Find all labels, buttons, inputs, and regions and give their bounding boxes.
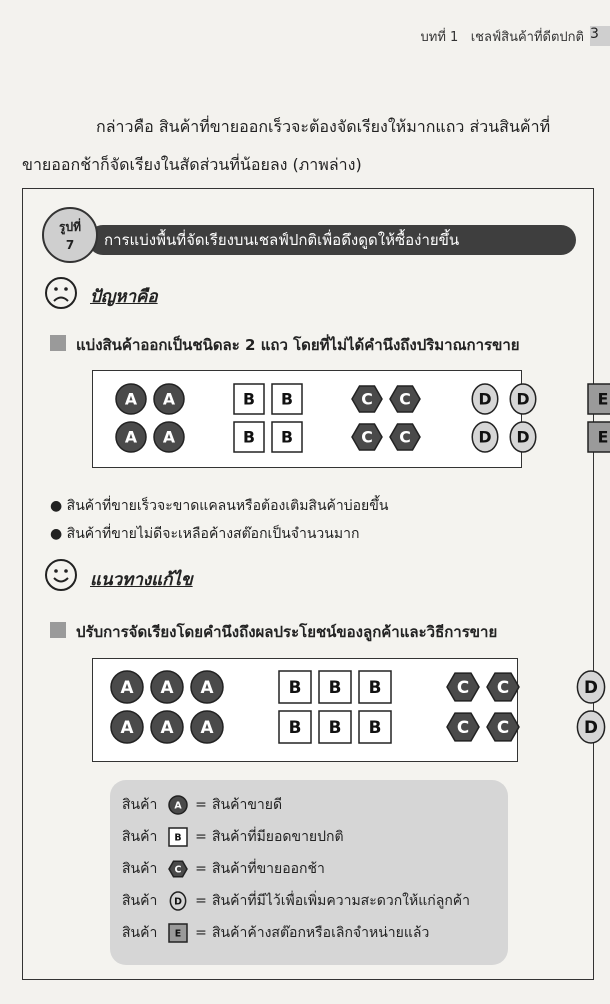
product-a-marker xyxy=(154,384,184,414)
product-b-letter: B xyxy=(368,717,382,738)
shelf-problem-svg xyxy=(93,371,609,467)
chapter-label: บทที่ 1 xyxy=(420,30,459,45)
legend-label: สินค้า xyxy=(122,925,158,941)
product-b-marker xyxy=(359,671,391,703)
product-a-letter: A xyxy=(174,800,182,812)
product-a-letter: A xyxy=(160,717,174,738)
legend-equals: = xyxy=(195,861,207,877)
product-b-letter: B xyxy=(280,427,294,447)
product-c-marker xyxy=(447,673,479,701)
legend-row xyxy=(122,826,344,848)
chapter-title: เชลฟ์สินค้าที่ดีตปกติ xyxy=(470,30,584,45)
product-b-marker xyxy=(272,384,302,414)
problem-bullet-1: ● สินค้าที่ขายเร็วจะขาดแคลนหรือต้องเติมสินค้าบ่อยขึ้น xyxy=(50,498,389,514)
product-c-marker xyxy=(390,424,420,450)
smile-face-icon xyxy=(44,558,78,592)
intro-line-1: กล่าวคือ สินค้าที่ขายออกเร็วจะต้องจัดเรียงให้มากแถว ส่วนสินค้าที่ xyxy=(96,117,551,136)
badge-number: 7 xyxy=(65,238,75,252)
problem-bullet-2: ● สินค้าที่ขายไม่ดีจะเหลือค้างสต๊อกเป็นจำนวนมาก xyxy=(50,526,360,542)
product-d-marker xyxy=(170,892,185,910)
product-a-letter: A xyxy=(162,427,176,447)
product-e-marker xyxy=(588,384,610,414)
product-b-marker xyxy=(279,711,311,743)
product-d-marker xyxy=(510,384,536,414)
product-c-marker xyxy=(487,713,519,741)
legend-equals: = xyxy=(195,893,207,909)
product-d-letter: D xyxy=(516,427,530,447)
product-d-letter: D xyxy=(584,717,598,738)
product-d-marker xyxy=(510,422,536,452)
product-a-marker xyxy=(151,711,183,743)
product-c-letter: C xyxy=(399,427,411,447)
product-c-letter: C xyxy=(496,717,510,738)
product-c-marker xyxy=(390,386,420,412)
shelf-solution-svg xyxy=(93,659,598,761)
legend-label: สินค้า xyxy=(122,893,158,909)
product-c-marker xyxy=(487,673,519,701)
problem-square-marker xyxy=(50,335,66,351)
product-b-marker xyxy=(319,671,351,703)
legend-row xyxy=(122,922,429,944)
legend-equals: = xyxy=(195,797,207,813)
product-e-letter: E xyxy=(597,389,609,409)
shelf-diagram-solution xyxy=(92,658,598,762)
solution-square-marker xyxy=(50,622,66,638)
product-b-marker xyxy=(279,671,311,703)
product-b-marker xyxy=(272,422,302,452)
product-a-marker xyxy=(111,711,143,743)
legend-description: สินค้าที่มีไว้เพื่อเพิ่มความสะดวกให้แก่ลูกค้า xyxy=(212,893,471,909)
product-c-letter: C xyxy=(456,717,470,738)
product-e-letter: E xyxy=(174,928,182,940)
product-d-letter: D xyxy=(584,677,598,698)
product-a-letter: A xyxy=(120,677,134,698)
product-b-marker xyxy=(359,711,391,743)
legend-label: สินค้า xyxy=(122,829,158,845)
legend-row xyxy=(122,890,470,912)
product-c-letter: C xyxy=(456,677,470,698)
product-c-letter: C xyxy=(174,864,182,876)
product-c-marker xyxy=(352,386,382,412)
running-header xyxy=(421,26,584,47)
product-c-letter: C xyxy=(361,427,373,447)
legend-label: สินค้า xyxy=(122,861,158,877)
product-c-letter: C xyxy=(399,389,411,409)
product-e-marker xyxy=(169,924,187,942)
page-number: 3 xyxy=(590,26,610,46)
product-a-letter: A xyxy=(160,677,174,698)
legend-greysquare-icon xyxy=(166,922,190,944)
product-d-letter: D xyxy=(478,389,492,409)
product-a-letter: A xyxy=(200,717,214,738)
product-b-letter: B xyxy=(328,677,342,698)
product-d-marker xyxy=(577,671,604,703)
product-a-marker xyxy=(191,671,223,703)
product-e-letter: E xyxy=(597,427,609,447)
product-a-marker xyxy=(169,796,187,814)
legend-row xyxy=(122,858,325,880)
product-d-marker xyxy=(472,384,498,414)
figure-title-banner xyxy=(88,225,576,255)
shelf-diagram-problem xyxy=(92,370,609,468)
solution-subhead: ปรับการจัดเรียงโดยคำนึงถึงผลประโยชน์ของลูกค้าและวิธีการขาย xyxy=(76,623,498,641)
problem-title: ปัญหาคือ xyxy=(90,287,158,307)
figure-badge xyxy=(42,207,98,263)
product-e-marker xyxy=(588,422,610,452)
intro-line-2: ขายออกช้าก็จัดเรียงในสัดส่วนที่น้อยลง (ภาพล่าง) xyxy=(22,155,362,174)
product-d-letter: D xyxy=(516,389,530,409)
product-a-marker xyxy=(151,671,183,703)
legend-description: สินค้าที่มียอดขายปกติ xyxy=(212,829,344,845)
solution-title: แนวทางแก้ไข xyxy=(90,570,193,590)
figure-title: การแบ่งพื้นที่จัดเรียงบนเชลฟ์ปกติเพื่อดึงดูดให้ซื้อง่ายขึ้น xyxy=(104,231,460,249)
product-d-letter: D xyxy=(174,896,182,908)
legend-box xyxy=(110,780,508,965)
product-c-marker xyxy=(447,713,479,741)
badge-label: รูปที่ xyxy=(59,220,81,234)
product-d-letter: D xyxy=(478,427,492,447)
product-b-marker xyxy=(234,422,264,452)
product-a-letter: A xyxy=(200,677,214,698)
product-b-letter: B xyxy=(242,427,256,447)
product-a-marker xyxy=(116,384,146,414)
product-b-letter: B xyxy=(288,677,302,698)
product-c-marker xyxy=(169,861,187,877)
legend-description: สินค้าขายดี xyxy=(212,797,283,813)
product-a-letter: A xyxy=(120,717,134,738)
product-c-marker xyxy=(352,424,382,450)
product-a-letter: A xyxy=(162,389,176,409)
intro-paragraph xyxy=(22,108,592,184)
legend-circle-icon xyxy=(166,794,190,816)
product-b-marker xyxy=(169,828,187,846)
product-b-letter: B xyxy=(174,832,182,844)
problem-subhead: แบ่งสินค้าออกเป็นชนิดละ 2 แถว โดยที่ไม่ได้คำนึงถึงปริมาณการขาย xyxy=(76,336,520,354)
legend-equals: = xyxy=(195,829,207,845)
legend-row xyxy=(122,794,282,816)
product-a-marker xyxy=(111,671,143,703)
product-d-marker xyxy=(577,711,604,743)
product-b-marker xyxy=(319,711,351,743)
legend-square-icon xyxy=(166,826,190,848)
product-b-letter: B xyxy=(280,389,294,409)
product-b-letter: B xyxy=(242,389,256,409)
product-b-letter: B xyxy=(368,677,382,698)
legend-hexagon-icon xyxy=(166,858,190,880)
product-a-letter: A xyxy=(124,427,138,447)
legend-description: สินค้าค้างสต๊อกหรือเลิกจำหน่ายแล้ว xyxy=(212,925,430,941)
product-a-marker xyxy=(116,422,146,452)
product-b-marker xyxy=(234,384,264,414)
product-d-marker xyxy=(472,422,498,452)
product-a-marker xyxy=(154,422,184,452)
legend-description: สินค้าที่ขายออกช้า xyxy=(212,861,325,877)
legend-equals: = xyxy=(195,925,207,941)
product-a-letter: A xyxy=(124,389,138,409)
sad-face-icon xyxy=(44,276,78,310)
product-b-letter: B xyxy=(288,717,302,738)
product-c-letter: C xyxy=(496,677,510,698)
legend-oval-icon xyxy=(166,890,190,912)
product-c-letter: C xyxy=(361,389,373,409)
product-b-letter: B xyxy=(328,717,342,738)
legend-label: สินค้า xyxy=(122,797,158,813)
product-a-marker xyxy=(191,711,223,743)
